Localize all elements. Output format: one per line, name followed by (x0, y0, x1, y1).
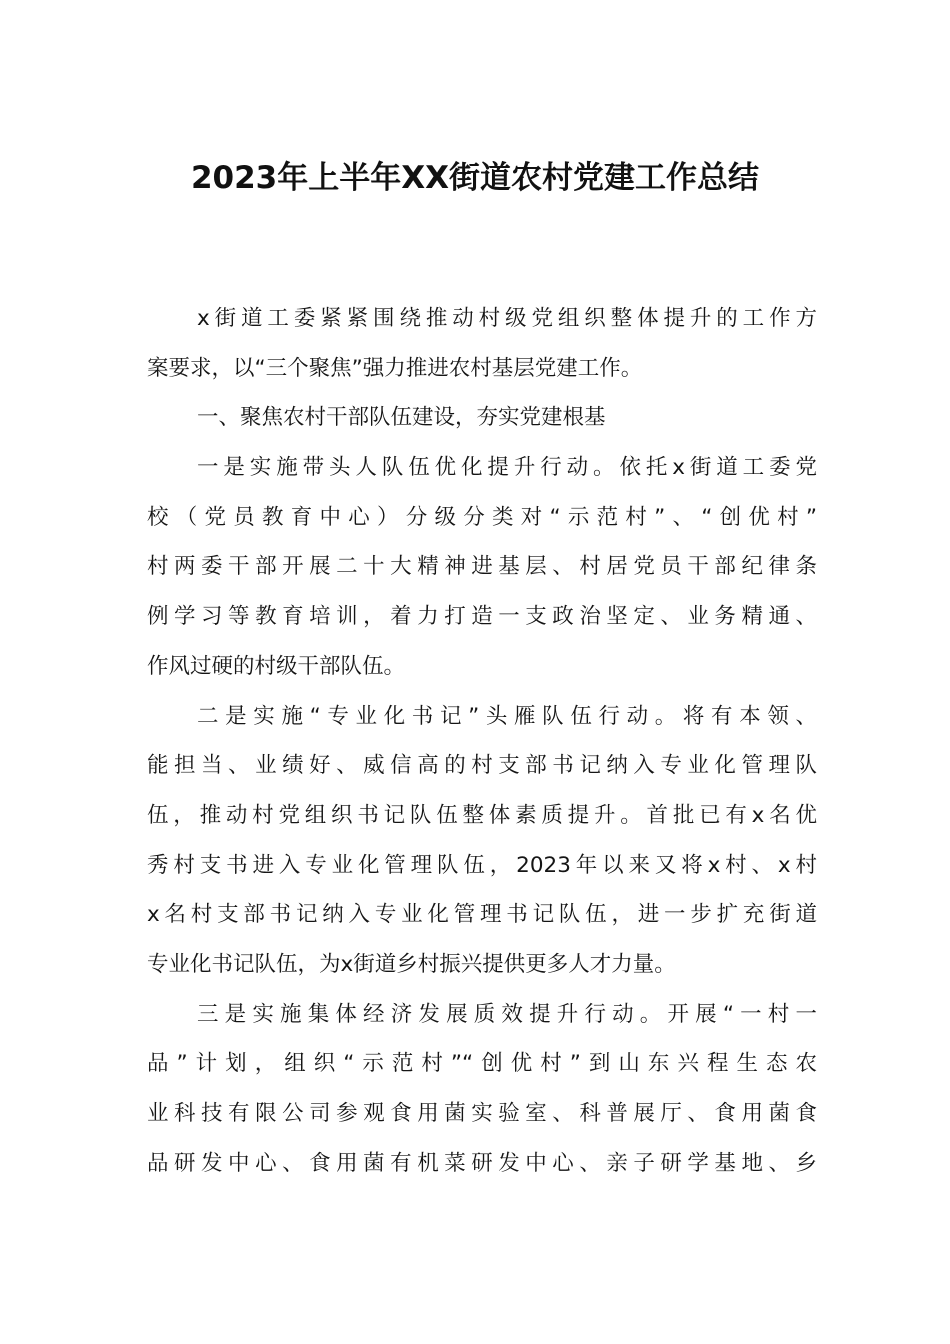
paragraph-line: x名村支部书记纳入专业化管理书记队伍，进一步扩充街道 (147, 902, 817, 928)
paragraph-line: 专业化书记队伍，为x街道乡村振兴提供更多人才力量。 (147, 951, 676, 977)
document-title: 2023年上半年XX街道农村党建工作总结 (190, 160, 760, 196)
paragraph-line: 村两委干部开展二十大精神进基层、村居党员干部纪律条 (147, 554, 817, 580)
paragraph-line: 能担当、业绩好、威信高的村支部书记纳入专业化管理队 (147, 753, 817, 779)
paragraph-line: 伍，推动村党组织书记队伍整体素质提升。首批已有x名优 (147, 802, 817, 828)
document-body (147, 294, 817, 1188)
paragraph-line: 三是实施集体经济发展质效提升行动。开展“一村一 (197, 1001, 817, 1027)
paragraph-line: x街道工委紧紧围绕推动村级党组织整体提升的工作方 (197, 306, 817, 331)
paragraph-line: 校（党员教育中心）分级分类对“示范村”、“创优村” (147, 504, 817, 530)
paragraph-line: 品”计划，组织“示范村”“创优村”到山东兴程生态农 (147, 1051, 817, 1077)
paragraph-line: 秀村支书进入专业化管理队伍，2023年以来又将x村、x村 (147, 852, 817, 878)
paragraph-line: 作风过硬的村级干部队伍。 (147, 653, 406, 679)
paragraph-line: 一是实施带头人队伍优化提升行动。依托x街道工委党 (197, 455, 817, 481)
paragraph-line: 案要求，以“三个聚焦”强力推进农村基层党建工作。 (147, 355, 643, 381)
paragraph-line: 例学习等教育培训，着力打造一支政治坚定、业务精通、 (147, 604, 817, 630)
section-heading: 一、聚焦农村干部队伍建设，夯实党建根基 (197, 405, 606, 431)
paragraph-line: 二是实施“专业化书记”头雁队伍行动。将有本领、 (197, 703, 817, 729)
paragraph-line: 品研发中心、食用菌有机菜研发中心、亲子研学基地、乡 (147, 1150, 817, 1176)
paragraph-line: 业科技有限公司参观食用菌实验室、科普展厅、食用菌食 (147, 1101, 817, 1126)
